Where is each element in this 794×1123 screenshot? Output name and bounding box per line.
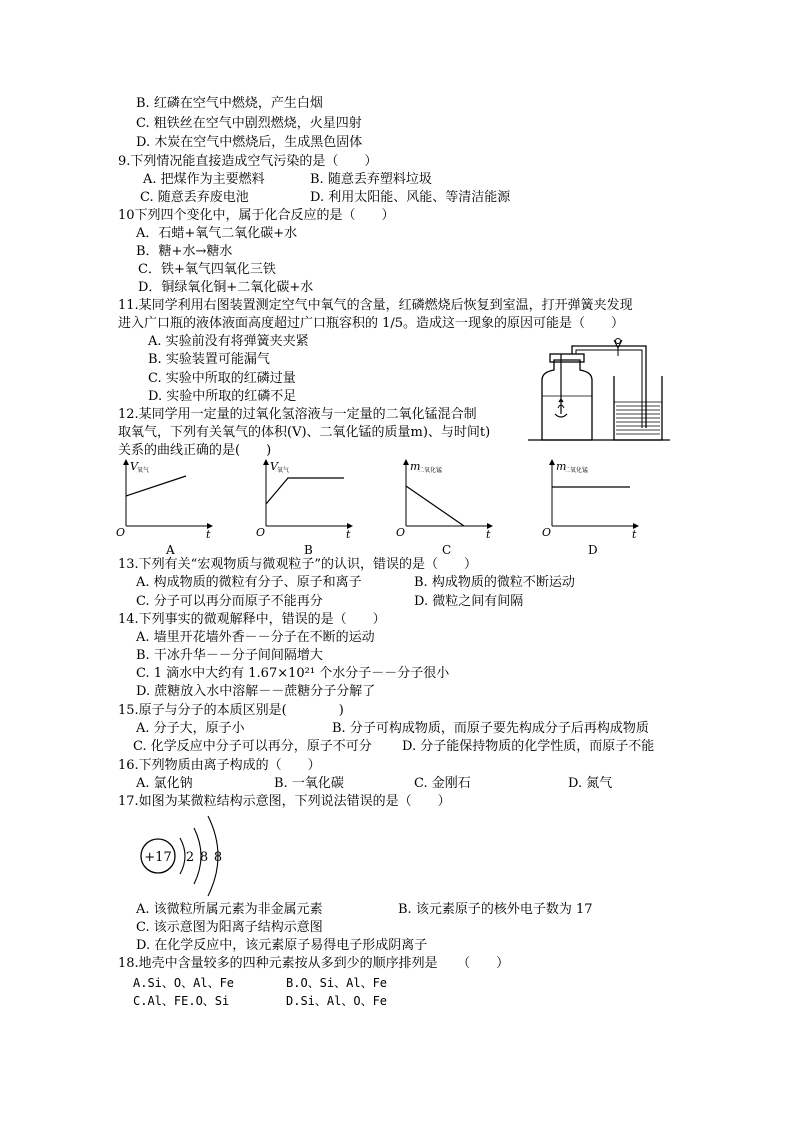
q15-option-a: A. 分子大，原子小 bbox=[136, 721, 245, 736]
q14-stem: 14.下列事实的微观解释中，错误的是（ ） bbox=[118, 612, 386, 627]
graph-a-xlabel: t bbox=[206, 528, 211, 541]
q11-option-a: A. 实验前没有将弹簧夹夹紧 bbox=[148, 334, 309, 349]
graph-a-curve bbox=[126, 476, 186, 496]
q18-option-c: C.Al、FE.O、Si bbox=[133, 994, 230, 1008]
shell-arc-1 bbox=[180, 838, 185, 874]
q13-option-c: C. 分子可以再分而原子不能再分 bbox=[136, 594, 323, 609]
shell-2-electrons: 8 bbox=[199, 850, 209, 865]
q16-option-a: A. 氯化钠 bbox=[136, 776, 193, 791]
q18-option-b: B.O、Si、Al、Fe bbox=[286, 976, 388, 990]
q17-stem: 17.如图为某微粒结构示意图，下列说法错误的是（ ） bbox=[118, 794, 451, 809]
q14-option-b: B. 干冰升华－－分子间间隔增大 bbox=[136, 648, 323, 663]
graph-d-letter: D bbox=[588, 543, 598, 557]
q11-stem-line1: 11.某同学利用右图装置测定空气中氧气的含量，红磷燃烧后恢复到室温，打开弹簧夹发现 bbox=[118, 298, 633, 313]
graph-b-letter: B bbox=[304, 543, 313, 557]
q8-option-c: C. 粗铁丝在空气中剧烈燃烧，火星四射 bbox=[136, 116, 362, 131]
glass-tube bbox=[572, 346, 646, 428]
apparatus-figure bbox=[528, 336, 670, 446]
q16-option-c: C. 金刚石 bbox=[414, 776, 471, 791]
q12-stem-line3: 关系的曲线正确的是( ) bbox=[118, 443, 272, 458]
q9-option-b: B. 随意丢弃塑料垃圾 bbox=[310, 172, 432, 187]
q15-stem: 15.原子与分子的本质区别是( ) bbox=[118, 703, 344, 718]
q14-option-c: C. 1 滴水中大约有 1.67×10²¹ 个水分子－－分子很小 bbox=[136, 666, 450, 681]
graph-c bbox=[396, 460, 492, 557]
q15-option-c: C. 化学反应中分子可以再分，原子不可分 bbox=[133, 739, 372, 754]
graph-b-ylabel: V bbox=[270, 460, 278, 473]
spring-clip bbox=[614, 340, 622, 356]
graph-b-ysub: 氧气 bbox=[277, 467, 290, 474]
q15-option-d: D. 分子能保持物质的化学性质，而原子不能 bbox=[402, 739, 655, 754]
graph-d bbox=[542, 460, 638, 557]
q9-option-a: A. 把煤作为主要燃料 bbox=[143, 172, 265, 187]
q14-option-d: D. 蔗糖放入水中溶解－－蔗糖分子分解了 bbox=[136, 684, 376, 699]
atom-structure-diagram bbox=[136, 808, 236, 902]
q10-option-d: D．铜绿氧化铜+二氧化碳+水 bbox=[138, 280, 314, 295]
q8-option-b: B. 红磷在空气中燃烧，产生白烟 bbox=[136, 96, 323, 111]
graph-b-curve bbox=[266, 478, 344, 504]
q8-option-d: D. 木炭在空气中燃烧后，生成黑色固体 bbox=[136, 135, 363, 150]
graph-c-xlabel: t bbox=[486, 528, 491, 541]
q13-stem: 13.下列有关“宏观物质与微观粒子”的认识，错误的是（ ） bbox=[118, 557, 477, 572]
graph-d-ylabel: m bbox=[556, 460, 567, 473]
graph-c-ylabel: m bbox=[410, 460, 421, 473]
q9-stem: 9.下列情况能直接造成空气污染的是（ ） bbox=[118, 154, 378, 169]
q17-option-a: A. 该微粒所属元素为非金属元素 bbox=[136, 902, 323, 917]
graph-b bbox=[256, 460, 352, 557]
nucleus-charge: +17 bbox=[144, 850, 172, 865]
q11-option-b: B. 实验装置可能漏气 bbox=[148, 352, 270, 367]
graph-d-origin: O bbox=[542, 526, 552, 539]
graph-c-origin: O bbox=[396, 526, 406, 539]
bottle-stopper bbox=[550, 354, 584, 362]
q13-option-d: D. 微粒之间有间隔 bbox=[414, 594, 524, 609]
graph-c-curve bbox=[406, 486, 464, 526]
q18-option-a: A.Si、O、Al、Fe bbox=[133, 976, 235, 990]
q17-option-c: C. 该示意图为阳离子结构示意图 bbox=[136, 920, 323, 935]
q10-option-a: A．石蜡+氧气二氧化碳+水 bbox=[136, 226, 298, 241]
graph-a-ysub: 氧气 bbox=[137, 467, 150, 474]
q11-stem-line2: 进入广口瓶的液体液面高度超过广口瓶容积的 1/5。造成这一现象的原因可能是（ ） bbox=[118, 316, 625, 331]
q12-graphs bbox=[112, 456, 652, 560]
q16-option-b: B. 一氧化碳 bbox=[274, 776, 344, 791]
bottle-outline bbox=[542, 360, 592, 440]
q11-option-d: D. 实验中所取的红磷不足 bbox=[148, 389, 297, 404]
graph-a-origin: O bbox=[116, 526, 126, 539]
q14-option-a: A. 墙里开花墙外香－－分子在不断的运动 bbox=[136, 630, 375, 645]
q13-option-a: A. 构成物质的微粒有分子、原子和离子 bbox=[136, 575, 362, 590]
graph-a bbox=[116, 460, 212, 557]
q16-stem: 16.下列物质由离子构成的（ ） bbox=[118, 758, 321, 773]
graph-b-xlabel: t bbox=[346, 528, 351, 541]
q9-option-c: C. 随意丢弃废电池 bbox=[140, 190, 249, 205]
shell-1-electrons: 2 bbox=[185, 850, 195, 865]
q17-option-b: B. 该元素原子的核外电子数为 17 bbox=[398, 902, 593, 917]
graph-c-ysub: 二氧化锰 bbox=[418, 467, 443, 474]
q15-option-b: B. 分子可构成物质，而原子要先构成分子后再构成物质 bbox=[332, 721, 649, 736]
graph-b-origin: O bbox=[256, 526, 266, 539]
shell-3-electrons: 8 bbox=[213, 850, 223, 865]
beaker-water bbox=[614, 402, 662, 434]
graph-d-xlabel: t bbox=[632, 528, 637, 541]
graph-c-letter: C bbox=[442, 543, 452, 557]
graph-a-ylabel: V bbox=[130, 460, 138, 473]
q9-option-d: D. 利用太阳能、风能、等清洁能源 bbox=[310, 190, 511, 205]
graph-d-ysub: 二氧化锰 bbox=[564, 467, 589, 474]
q12-stem-line2: 取氧气，下列有关氧气的体积(V)、二氧化锰的质量m)、与时间t) bbox=[118, 425, 491, 440]
q11-option-c: C. 实验中所取的红磷过量 bbox=[148, 371, 296, 386]
graph-a-letter: A bbox=[166, 543, 175, 557]
q18-stem: 18.地壳中含量较多的四种元素按从多到少的顺序排列是 （ ） bbox=[118, 956, 510, 971]
q17-option-d: D. 在化学反应中，该元素原子易得电子形成阴离子 bbox=[136, 938, 428, 953]
q10-option-c: C．铁+氧气四氧化三铁 bbox=[138, 262, 276, 277]
q10-stem: 10下列四个变化中，属于化合反应的是（ ） bbox=[118, 208, 395, 223]
q10-option-b: B．糖+水→糖水 bbox=[136, 244, 233, 259]
q13-option-b: B. 构成物质的微粒不断运动 bbox=[414, 575, 575, 590]
q12-stem-line1: 12.某同学用一定量的过氧化氢溶液与一定量的二氧化锰混合制 bbox=[118, 407, 477, 422]
q16-option-d: D. 氮气 bbox=[568, 776, 613, 791]
q18-option-d: D.Si、Al、O、Fe bbox=[286, 994, 388, 1008]
